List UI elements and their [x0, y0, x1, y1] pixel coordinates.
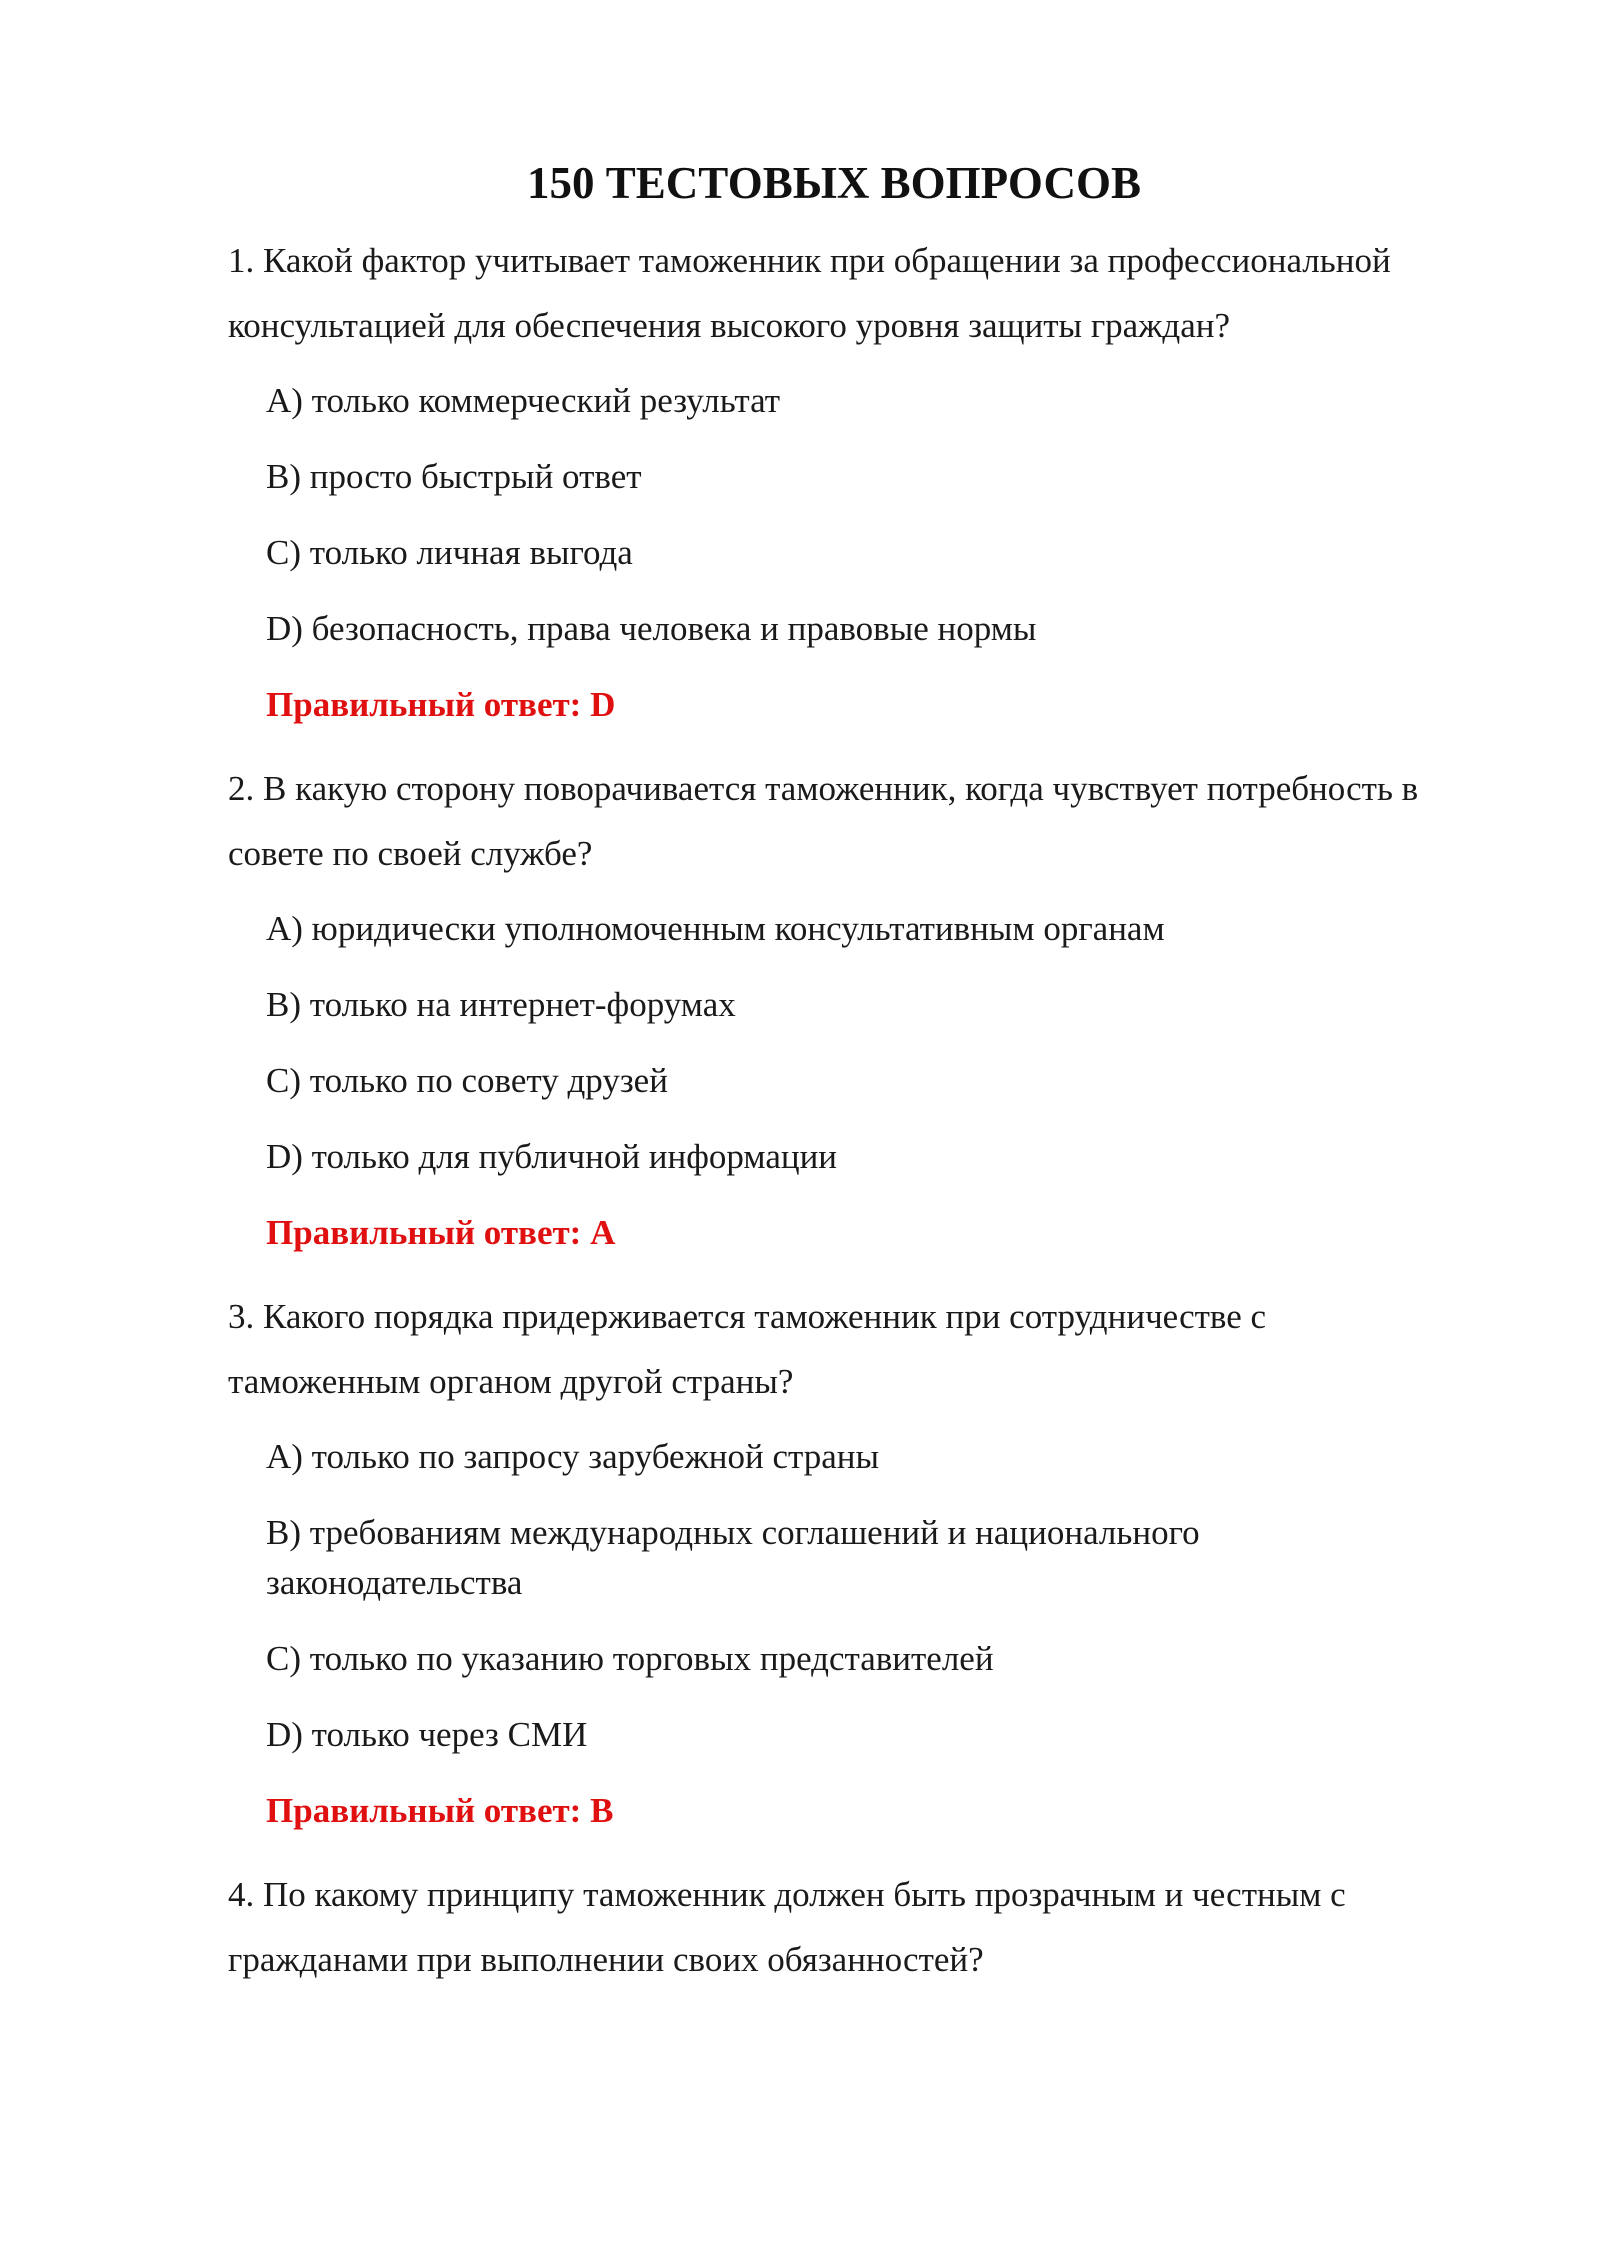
correct-answer: Правильный ответ: D	[266, 685, 616, 724]
option-b: B) просто быстрый ответ	[266, 457, 642, 496]
question-4	[228, 1862, 1480, 1992]
question-text: 2. В какую сторону поворачивается таможенник, когда чувствует потребность в совете по своей службе?	[228, 769, 1419, 873]
options-list	[228, 1432, 1480, 1760]
option-d: D) безопасность, права человека и правовые нормы	[266, 609, 1037, 648]
options-list	[228, 904, 1480, 1182]
option-a: A) только по запросу зарубежной страны	[266, 1437, 880, 1476]
option-b: B) только на интернет-форумах	[266, 985, 736, 1024]
question-text: 3. Какого порядка придерживается таможенник при сотрудничестве с таможенным органом другой страны?	[228, 1297, 1267, 1401]
correct-answer: Правильный ответ: B	[266, 1791, 614, 1830]
option-b: B) требованиям международных соглашений и национального законодательства	[266, 1513, 1200, 1602]
question-3	[228, 1284, 1480, 1836]
option-c: C) только личная выгода	[266, 533, 633, 572]
option-c: C) только по совету друзей	[266, 1061, 668, 1100]
option-a: A) юридически уполномоченным консультативным органам	[266, 909, 1165, 948]
option-d: D) только через СМИ	[266, 1715, 588, 1754]
question-2	[228, 756, 1480, 1258]
question-text: 1. Какой фактор учитывает таможенник при обращении за профессиональной консультацией для обеспечения высокого уровня защиты граждан?	[228, 241, 1391, 345]
document-title: 150 ТЕСТОВЫХ ВОПРОСОВ	[527, 158, 1141, 208]
question-1	[228, 228, 1480, 730]
option-c: C) только по указанию торговых представителей	[266, 1639, 994, 1678]
option-a: A) только коммерческий результат	[266, 381, 780, 420]
question-text: 4. По какому принципу таможенник должен быть прозрачным и честным с гражданами при выполнении своих обязанностей?	[228, 1875, 1346, 1979]
options-list	[228, 376, 1480, 654]
correct-answer: Правильный ответ: A	[266, 1213, 616, 1252]
option-d: D) только для публичной информации	[266, 1137, 838, 1176]
